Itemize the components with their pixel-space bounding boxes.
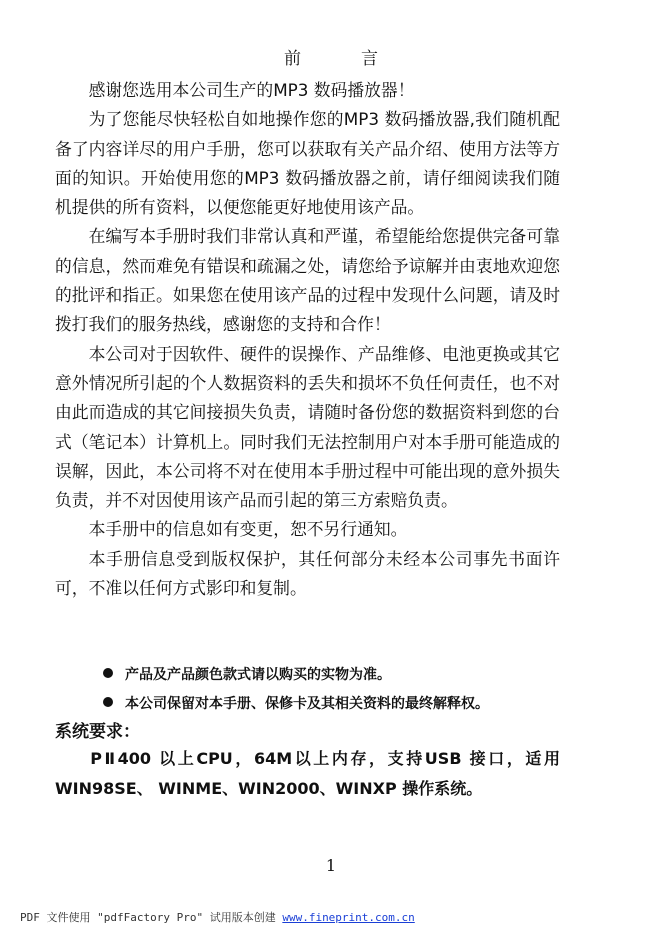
list-item [103, 690, 573, 719]
notice-product-color: 产品及产品颜色款式请以购买的实物为准。 [125, 667, 391, 683]
system-requirements-heading: 系统要求： [55, 722, 140, 742]
page-number: 1 [325, 856, 337, 875]
paragraph-intro: 为了您能尽快轻松自如地操作您的MP3 数码播放器,我们随机配备了内容详尽的用户手册，您可以获取有关产品介绍、使用方法等方面的知识。开始使用您的MP3 数码播放器之前，请仔细阅读我们随机提供的所有资料，以便您能更好地使用该产品。 [55, 109, 560, 218]
bullet-icon [103, 697, 113, 707]
paragraph-liability: 本公司对于因软件、硬件的误操作、产品维修、电池更换或其它意外情况所引起的个人数据资料的丢失和损坏不负任何责任，也不对由此而造成的其它间接损失负责，请随时备份您的数据资料到您的台式（笔记本）计算机上。同时我们无法控制用户对本手册可能造成的误解，因此，本公司将不对在使用本手册过程中可能出现的意外损失负责，并不对因使用该产品而引起的第三方索赔负责。 [55, 343, 560, 511]
page-title-left: 前 [284, 49, 301, 69]
system-requirements-text: PⅡ400 以上CPU，64M以上内存，支持USB 接口，适用WIN98SE、 WINME、WIN2000、WINXP 操作系统。 [55, 749, 560, 798]
notice-interpretation-right: 本公司保留对本手册、保修卡及其相关资料的最终解释权。 [125, 696, 489, 712]
body-text [55, 76, 560, 603]
paragraph-changes: 本手册中的信息如有变更，恕不另行通知。 [88, 519, 408, 540]
paragraph-accuracy: 在编写本手册时我们非常认真和严谨，希望能给您提供完备可靠的信息，然而难免有错误和疏漏之处，请您给予谅解并由衷地欢迎您的批评和指正。如果您在使用该产品的过程中发现什么问题，请及时拨打我们的服务热线，感谢您的支持和合作！ [55, 226, 560, 335]
paragraph-thanks: 感谢您选用本公司生产的MP3 数码播放器！ [88, 80, 415, 100]
page-title-right: 言 [361, 49, 378, 69]
paragraph-copyright: 本手册信息受到版权保护，其任何部分未经本公司事先书面许可，不准以任何方式影印和复制。 [55, 548, 560, 599]
pdf-footer [20, 909, 415, 925]
bullet-icon [103, 668, 113, 678]
list-item [103, 661, 573, 690]
footer-prefix: PDF 文件使用 "pdfFactory Pro" 试用版本创建 [20, 911, 283, 924]
page-title [0, 44, 662, 69]
notice-list [103, 661, 573, 719]
fineprint-link[interactable]: www.fineprint.com.cn [282, 911, 415, 924]
